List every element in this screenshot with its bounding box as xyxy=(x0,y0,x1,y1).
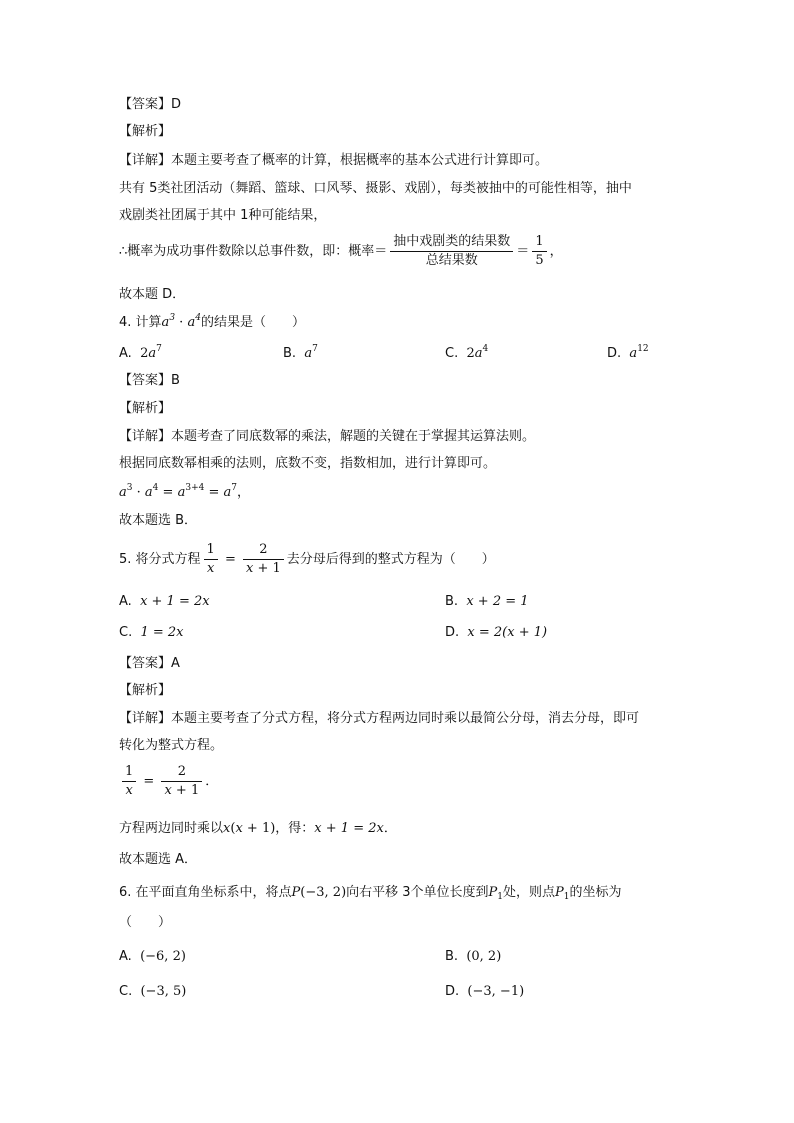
q4-calculation: $a^3 \cdot a^4 = a^{3+4} = a^7$， xyxy=(119,483,251,500)
q5-conclusion: 故本题选 A． xyxy=(119,852,198,867)
q4-option-d[interactable]: D. $a^{12}$ xyxy=(607,344,649,361)
q3-fraction xyxy=(390,233,513,270)
q4-option-c[interactable]: C. $2a^4$ xyxy=(445,344,489,361)
q4-stem-prefix: 4. 计算 xyxy=(119,315,162,330)
q5-stem-prefix: 5. 将分式方程 xyxy=(119,552,201,567)
q4-answer: 【答案】B xyxy=(119,373,180,388)
q3-result-numerator: 1 xyxy=(532,233,546,252)
q4-stem xyxy=(119,314,305,332)
q4-option-a[interactable]: A. $2a^7$ xyxy=(119,344,162,361)
q5-stem: 5. 将分式方程 $\frac{1}{x}$ = $\frac{2}{x + 1}$ 去分母后得到的整式方程为（ ） xyxy=(119,542,495,576)
q3-fraction-denominator: 总结果数 xyxy=(425,253,478,268)
q6-option-b[interactable]: B. (0, 2) xyxy=(445,949,502,964)
q5-option-a[interactable]: A. x + 1 = 2x xyxy=(119,594,210,609)
q4-stem-suffix: 的结果是（ ） xyxy=(200,315,305,330)
q5-equation: $\frac{1}{x}$ = $\frac{2}{x + 1}$ ． xyxy=(119,762,218,802)
q6-stem-line2: （ ） xyxy=(119,915,172,930)
q4-text-line1: 根据同底数幂相乘的法则，底数不变，指数相加，进行计算即可。 xyxy=(119,456,497,471)
q5-multiply-line: 方程两边同时乘以x(x + 1)，得：x + 1 = 2x． xyxy=(119,821,397,836)
q3-fraction-numerator: 抽中戏剧类的结果数 xyxy=(390,233,513,252)
q4-detail: 【详解】本题考查了同底数幂的乘法，解题的关键在于掌握其运算法则。 xyxy=(119,429,536,444)
q3-analysis-heading: 【解析】 xyxy=(119,124,172,139)
q3-detail: 【详解】本题主要考查了概率的计算，根据概率的基本公式进行计算即可。 xyxy=(119,153,549,168)
q3-answer: 【答案】D xyxy=(119,97,182,112)
q5-analysis-heading: 【解析】 xyxy=(119,683,172,698)
q5-fraction-left: $\frac{1}{x}$ xyxy=(204,541,218,578)
q6-option-c[interactable]: C. (−3, 5) xyxy=(119,984,187,999)
q4-expression: $a^3 \cdot a^4$ xyxy=(161,313,201,330)
q5-option-c[interactable]: C. 1 = 2x xyxy=(119,625,184,640)
q6-option-d[interactable]: D. (−3, −1) xyxy=(445,984,525,999)
q4-comma: ， xyxy=(237,485,251,500)
q5-option-b[interactable]: B. x + 2 = 1 xyxy=(445,594,529,609)
q6-option-a[interactable]: A. (−6, 2) xyxy=(119,949,186,964)
q3-text-line1: 共有 5类社团活动（舞蹈、篮球、口风琴、摄影、戏剧），每类被抽中的可能性相等，抽中 xyxy=(119,181,632,196)
q3-result-denominator: 5 xyxy=(535,253,544,268)
q3-conclusion: 故本题 D． xyxy=(119,287,186,302)
q4-conclusion: 故本题选 B． xyxy=(119,513,198,528)
q5-answer: 【答案】A xyxy=(119,656,180,671)
q5-detail-line2: 转化为整式方程。 xyxy=(119,738,224,753)
q3-formula-prefix: ∴概率为成功事件数除以总事件数，即：概率＝ xyxy=(119,244,388,259)
q5-fraction-right: $\frac{2}{x + 1}$ xyxy=(243,541,284,578)
q3-equals: ＝ xyxy=(516,244,530,259)
q3-result-fraction xyxy=(532,233,546,270)
q6-stem-line1: 6. 在平面直角坐标系中，将点P(−3, 2)向右平移 3个单位长度到$P_1$处，则点$P_1$的坐标为 xyxy=(119,885,622,902)
q5-stem-suffix: 去分母后得到的整式方程为（ ） xyxy=(286,552,495,567)
q3-probability-formula xyxy=(119,232,563,272)
q3-comma: ， xyxy=(549,244,563,259)
q4-option-b[interactable]: B. $a^7$ xyxy=(283,344,318,361)
q5-detail-line1: 【详解】本题主要考查了分式方程，将分式方程两边同时乘以最简公分母，消去分母，即可 xyxy=(119,711,640,726)
q4-analysis-heading: 【解析】 xyxy=(119,401,172,416)
q5-option-d[interactable]: D. x = 2(x + 1) xyxy=(445,625,548,640)
q3-text-line2: 戏剧类社团属于其中 1种可能结果， xyxy=(119,208,327,223)
